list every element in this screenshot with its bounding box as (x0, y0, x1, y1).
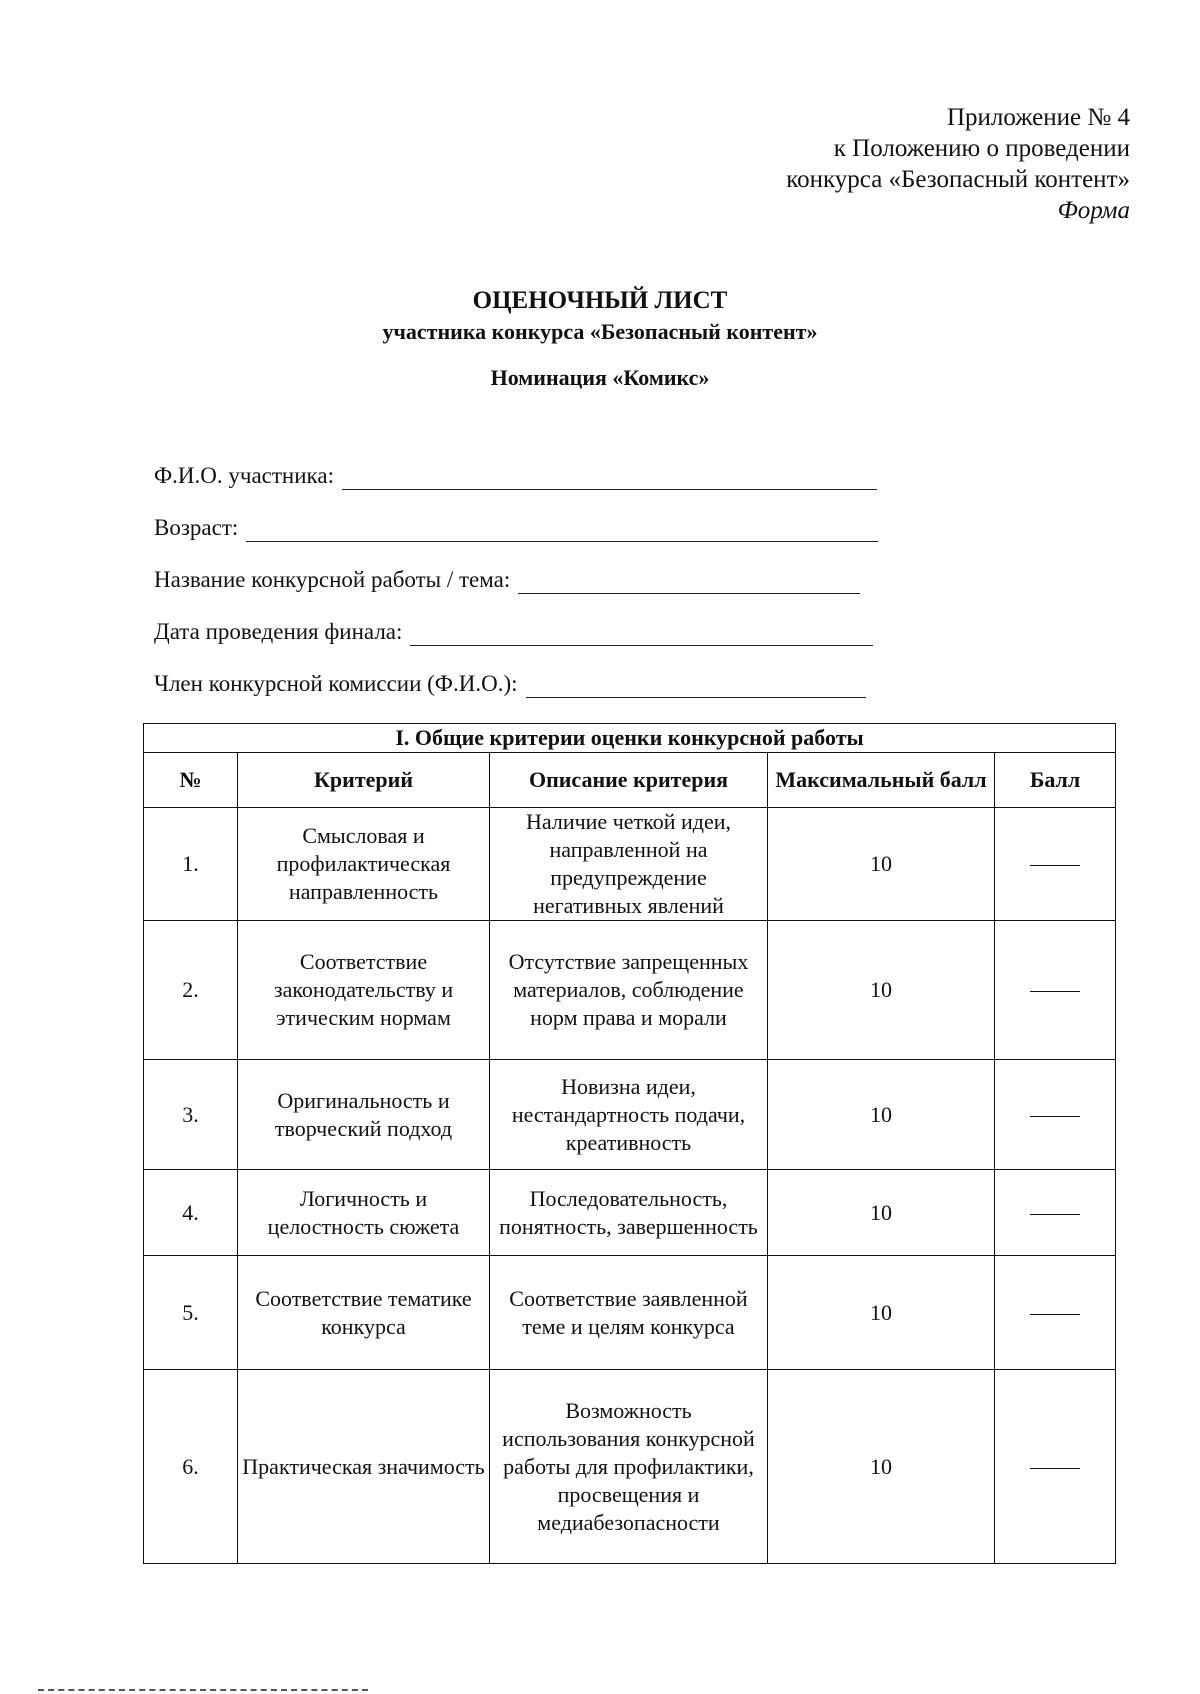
row-criterion: Практическая значимость (238, 1370, 490, 1564)
row-description: Последовательность, понятность, завершенность (490, 1170, 768, 1256)
table-row (144, 921, 1116, 1060)
table-row (144, 1370, 1116, 1564)
fill-line-age[interactable] (246, 519, 878, 542)
row-score-cell[interactable] (995, 1060, 1116, 1170)
row-score-cell[interactable] (995, 1256, 1116, 1370)
field-label: Ф.И.О. участника: (154, 463, 334, 488)
field-label: Член конкурсной комиссии (Ф.И.О.): (154, 671, 518, 696)
page-bottom-divider (38, 1689, 368, 1694)
row-number: 3. (144, 1060, 238, 1170)
appendix-reference: к Положению о проведении (833, 135, 1130, 162)
field-label: Возраст: (154, 515, 239, 540)
row-max-score: 10 (768, 1256, 995, 1370)
table-header-row (144, 753, 1116, 808)
row-description: Наличие четкой идеи, направленной на предупреждение негативных явлений (490, 808, 768, 921)
row-criterion: Оригинальность и творческий подход (238, 1060, 490, 1170)
header-num: № (144, 753, 238, 808)
field-commission-member (154, 670, 866, 698)
score-blank (1030, 1116, 1080, 1117)
field-label: Название конкурсной работы / тема: (154, 567, 511, 592)
row-number: 6. (144, 1370, 238, 1564)
header-description: Описание критерия (490, 753, 768, 808)
header-score: Балл (995, 753, 1116, 808)
document-subtitle: участника конкурса «Безопасный контент» (382, 319, 818, 344)
table-row (144, 1256, 1116, 1370)
row-description: Соответствие заявленной теме и целям конкурса (490, 1256, 768, 1370)
field-final-date (154, 618, 873, 646)
row-max-score: 10 (768, 1060, 995, 1170)
table-row (144, 1060, 1116, 1170)
appendix-contest: конкурса «Безопасный контент» (786, 166, 1130, 193)
appendix-number: Приложение № 4 (946, 104, 1130, 131)
fill-line-participant-name[interactable] (342, 467, 877, 490)
criteria-table (143, 723, 1116, 1564)
row-number: 2. (144, 921, 238, 1060)
score-blank (1030, 1314, 1080, 1315)
row-description: Возможность использования конкурсной работы для профилактики, просвещения и медиабезопасности (490, 1370, 768, 1564)
section-title: I. Общие критерии оценки конкурсной работы (144, 724, 1116, 753)
row-criterion: Соответствие тематике конкурса (238, 1256, 490, 1370)
row-criterion: Логичность и целостность сюжета (238, 1170, 490, 1256)
row-criterion: Соответствие законодательству и этическим нормам (238, 921, 490, 1060)
score-blank (1030, 1468, 1080, 1469)
row-number: 5. (144, 1256, 238, 1370)
row-number: 4. (144, 1170, 238, 1256)
header-max-score: Максимальный балл (768, 753, 995, 808)
score-blank (1030, 865, 1080, 866)
field-participant-name (154, 462, 877, 490)
field-label: Дата проведения финала: (154, 619, 403, 644)
row-max-score: 10 (768, 1370, 995, 1564)
appendix-header (786, 102, 1130, 226)
row-number: 1. (144, 808, 238, 921)
table-row (144, 808, 1116, 921)
appendix-form-label: Форма (1057, 197, 1130, 224)
table-row (144, 1170, 1116, 1256)
score-blank (1030, 991, 1080, 992)
row-max-score: 10 (768, 921, 995, 1060)
nomination-title: Номинация «Комикс» (490, 365, 710, 390)
row-description: Отсутствие запрещенных материалов, соблюдение норм права и морали (490, 921, 768, 1060)
fill-line-work-title[interactable] (518, 571, 860, 594)
row-score-cell[interactable] (995, 808, 1116, 921)
row-max-score: 10 (768, 808, 995, 921)
row-score-cell[interactable] (995, 921, 1116, 1060)
table-section-row (144, 724, 1116, 753)
field-age (154, 514, 878, 542)
fill-line-final-date[interactable] (410, 623, 873, 646)
document-title: ОЦЕНОЧНЫЙ ЛИСТ (472, 287, 728, 314)
row-criterion: Смысловая и профилактическая направленность (238, 808, 490, 921)
row-max-score: 10 (768, 1170, 995, 1256)
score-blank (1030, 1214, 1080, 1215)
row-description: Новизна идеи, нестандартность подачи, креативность (490, 1060, 768, 1170)
row-score-cell[interactable] (995, 1170, 1116, 1256)
fill-line-commission-member[interactable] (526, 675, 866, 698)
header-criterion: Критерий (238, 753, 490, 808)
row-score-cell[interactable] (995, 1370, 1116, 1564)
field-work-title (154, 566, 860, 594)
